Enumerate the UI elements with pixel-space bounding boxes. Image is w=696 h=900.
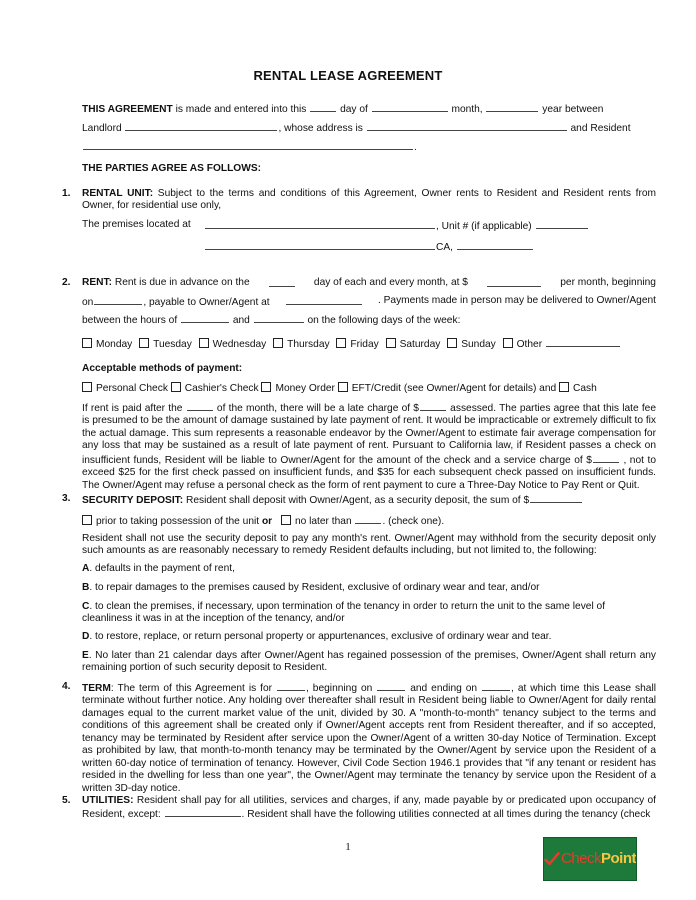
other-day-blank[interactable] <box>546 337 620 347</box>
day-option-tuesday[interactable]: Tuesday <box>139 339 192 350</box>
day-option-monday[interactable]: Monday <box>82 339 132 350</box>
intro-agreement-label: THIS AGREEMENT <box>82 104 173 115</box>
checkpoint-logo <box>543 837 637 881</box>
checkbox[interactable] <box>503 338 513 348</box>
term-paragraph: TERM: The term of this Agreement is for , beginning on and ending on , at which time this Lease shall terminate without further notice. Any holding over thereafter shall result in Resident being liable to Owner/Agent for daily rental damages equal to the current market value of the unit, divided by 30. A "month-to-month" tenancy subject to the terms and conditions of this agreement shall be created only if Owner/Agent accepts rent from Resident thereafter, and if so accepted, tenancy may be terminated by Resident after service upon the Owner/Agent of a written 30-day Notice of Termination. Except as prohibited by law, that month-to-month tenancy may be terminated by the Owner/Agent by service upon the Resident of a written 60-day notice of termination of tenancy. However, Civil Code Section 1946.1 provides that "if any tenant or resident has resided in the dwelling for less than one year", the Owner/Agent may terminate the tenancy by service upon the Resident of a written 3D-day notice. <box>82 683 657 794</box>
security-deposit-line: SECURITY DEPOSIT: Resident shall deposit with Owner/Agent, as a security deposit, the sum of $ <box>82 493 583 507</box>
method-personal-check[interactable]: Personal Check <box>82 383 168 394</box>
checkbox[interactable] <box>338 382 348 392</box>
hours-from-blank[interactable] <box>181 313 229 323</box>
term-length-blank[interactable] <box>277 681 305 691</box>
checkbox-prior-possession[interactable] <box>82 515 92 525</box>
section-1-rental-unit: RENTAL UNIT: Subject to the terms and conditions of this Agreement, Owner rents to Resident and Resident rents from Owner, for residential use only, <box>82 188 656 212</box>
day-of-blank[interactable] <box>372 102 448 112</box>
service-charge-blank[interactable] <box>593 453 619 463</box>
late-day-blank[interactable] <box>187 401 213 411</box>
premises-blank[interactable] <box>205 219 435 229</box>
intro-line-3: . <box>82 140 417 154</box>
city-blank[interactable] <box>205 240 435 250</box>
intro-line-2: Landlord , whose address is and Resident <box>82 123 631 134</box>
no-later-than-blank[interactable] <box>355 514 381 524</box>
rent-amount-blank[interactable] <box>487 277 541 287</box>
zip-blank[interactable] <box>457 240 533 250</box>
day-blank[interactable] <box>310 102 336 112</box>
section-2-number: 2. <box>62 277 71 288</box>
method-cashiers-check[interactable]: Cashier's Check <box>171 383 259 394</box>
rent-line-2: on , payable to Owner/Agent at . Payments made in person may be delivered to Owner/Agent <box>82 295 656 308</box>
premises-line-1: , Unit # (if applicable) <box>204 219 589 233</box>
section-5-number: 5. <box>62 795 71 806</box>
checkbox[interactable] <box>171 382 181 392</box>
rent-due-day-blank[interactable] <box>269 277 295 287</box>
day-option-wednesday[interactable]: Wednesday <box>199 339 267 350</box>
intro-line-1: THIS AGREEMENT is made and entered into this day of month, year between <box>82 104 604 115</box>
checkbox[interactable] <box>139 338 149 348</box>
late-charge-blank[interactable] <box>420 401 446 411</box>
checkbox[interactable] <box>82 338 92 348</box>
deposit-item-d: D. to restore, replace, or return personal property or appurtenances, exclusive of ordinary wear and tear. <box>82 631 552 642</box>
landlord-blank[interactable] <box>125 121 277 131</box>
security-deposit-heading: SECURITY DEPOSIT: <box>82 495 184 506</box>
hours-to-blank[interactable] <box>254 313 304 323</box>
month-blank[interactable] <box>486 102 538 112</box>
utilities-except-blank[interactable] <box>165 807 241 817</box>
deposit-timing-options: prior to taking possession of the unit or no later than . (check one). <box>82 514 444 528</box>
logo-text-check: Check <box>560 849 601 867</box>
checkbox[interactable] <box>336 338 346 348</box>
checkbox[interactable] <box>386 338 396 348</box>
deposit-item-b: B. to repair damages to the premises caused by Resident, exclusive of ordinary wear and tear, and/or <box>82 582 540 593</box>
day-option-thursday[interactable]: Thursday <box>273 339 329 350</box>
rent-begin-blank[interactable] <box>94 295 142 305</box>
premises-label: The premises located at <box>82 219 191 230</box>
utilities-paragraph: UTILITIES: Resident shall pay for all utilities, services and charges, if any, made payable by or predicated upon occupancy of Resident, except: . Resident shall have the following utilities connected at all times during the tenancy (check <box>82 795 656 821</box>
page-number: 1 <box>345 841 351 853</box>
section-3-number: 3. <box>62 493 71 504</box>
premises-line-2: CA, <box>204 240 534 254</box>
checkbox[interactable] <box>82 382 92 392</box>
weekday-checkboxes <box>82 337 621 351</box>
logo-text-point: Point <box>601 849 636 867</box>
address-blank[interactable] <box>367 121 567 131</box>
day-option-friday[interactable]: Friday <box>336 339 378 350</box>
rent-line-1: RENT: Rent is due in advance on the day of each and every month, at $ per month, beginning <box>82 277 656 288</box>
rent-line-3: between the hours of and on the following days of the week: <box>82 315 461 326</box>
term-end-blank[interactable] <box>482 681 510 691</box>
checkbox[interactable] <box>199 338 209 348</box>
unit-number-blank[interactable] <box>536 219 588 229</box>
checkbox[interactable] <box>273 338 283 348</box>
resident-blank[interactable] <box>83 140 413 150</box>
method-money-order[interactable]: Money Order <box>261 383 334 394</box>
deposit-use-paragraph: Resident shall not use the security deposit to pay any month's rent. Owner/Agent may withhold from the security deposit only such amounts as are reasonably necessary to remedy Resident defaults including, but not limited to, the following: <box>82 533 656 557</box>
deposit-amount-blank[interactable] <box>530 493 582 503</box>
deposit-item-a: A. defaults in the payment of rent, <box>82 563 235 574</box>
checkbox[interactable] <box>559 382 569 392</box>
day-option-other[interactable]: Other <box>503 339 621 350</box>
section-1-number: 1. <box>62 188 71 199</box>
payment-method-checkboxes <box>82 382 597 395</box>
late-charge-paragraph: If rent is paid after the of the month, there will be a late charge of $ assessed. The parties agree that this late fee is presumed to be the amount of damage sustained by late payment of rent. It would be impracticable or extremely difficult to fix the actual damage. This sum represents a reasonable endeavor by the Owner/Agent to estimate fair average compensation for any loss that may be sustained as a result of late payment of rent. Pursuant to California law, if Resident passes a check on insufficient funds, Resident will be liable to Owner/Agent for the amount of the check and a service charge of $ , not to exceed $25 for the first check passed on insufficient funds, and $35 for each subsequent check passed on insufficient funds. The Owner/Agent may refuse a personal check as the form of rent payment to cure a Three-Day Notice to Pay Rent or Quit. <box>82 403 657 491</box>
parties-heading: THE PARTIES AGREE AS FOLLOWS: <box>82 163 262 174</box>
checkbox[interactable] <box>261 382 271 392</box>
checkbox-no-later-than[interactable] <box>281 515 291 525</box>
method-cash[interactable]: Cash <box>559 383 597 394</box>
day-option-sunday[interactable]: Sunday <box>447 339 496 350</box>
payment-methods-heading: Acceptable methods of payment: <box>82 363 243 374</box>
checkbox[interactable] <box>447 338 457 348</box>
section-4-number: 4. <box>62 681 71 692</box>
document-title: RENTAL LEASE AGREEMENT <box>253 68 443 83</box>
term-begin-blank[interactable] <box>377 681 405 691</box>
checkmark-icon <box>544 850 560 868</box>
deposit-item-e: E. No later than 21 calendar days after Owner/Agent has regained possession of the premises, Owner/Agent shall return any remaining portion of such security deposit to Resident. <box>82 650 656 674</box>
day-option-saturday[interactable]: Saturday <box>386 339 441 350</box>
method-eft-credit[interactable]: EFT/Credit (see Owner/Agent for details) and <box>338 383 556 394</box>
deposit-item-c: C. to clean the premises, if necessary, upon termination of the tenancy in order to return the unit to the same level of cleanliness it was in at the inception of the tenancy, and/or <box>82 601 606 625</box>
payable-at-blank[interactable] <box>286 295 362 305</box>
